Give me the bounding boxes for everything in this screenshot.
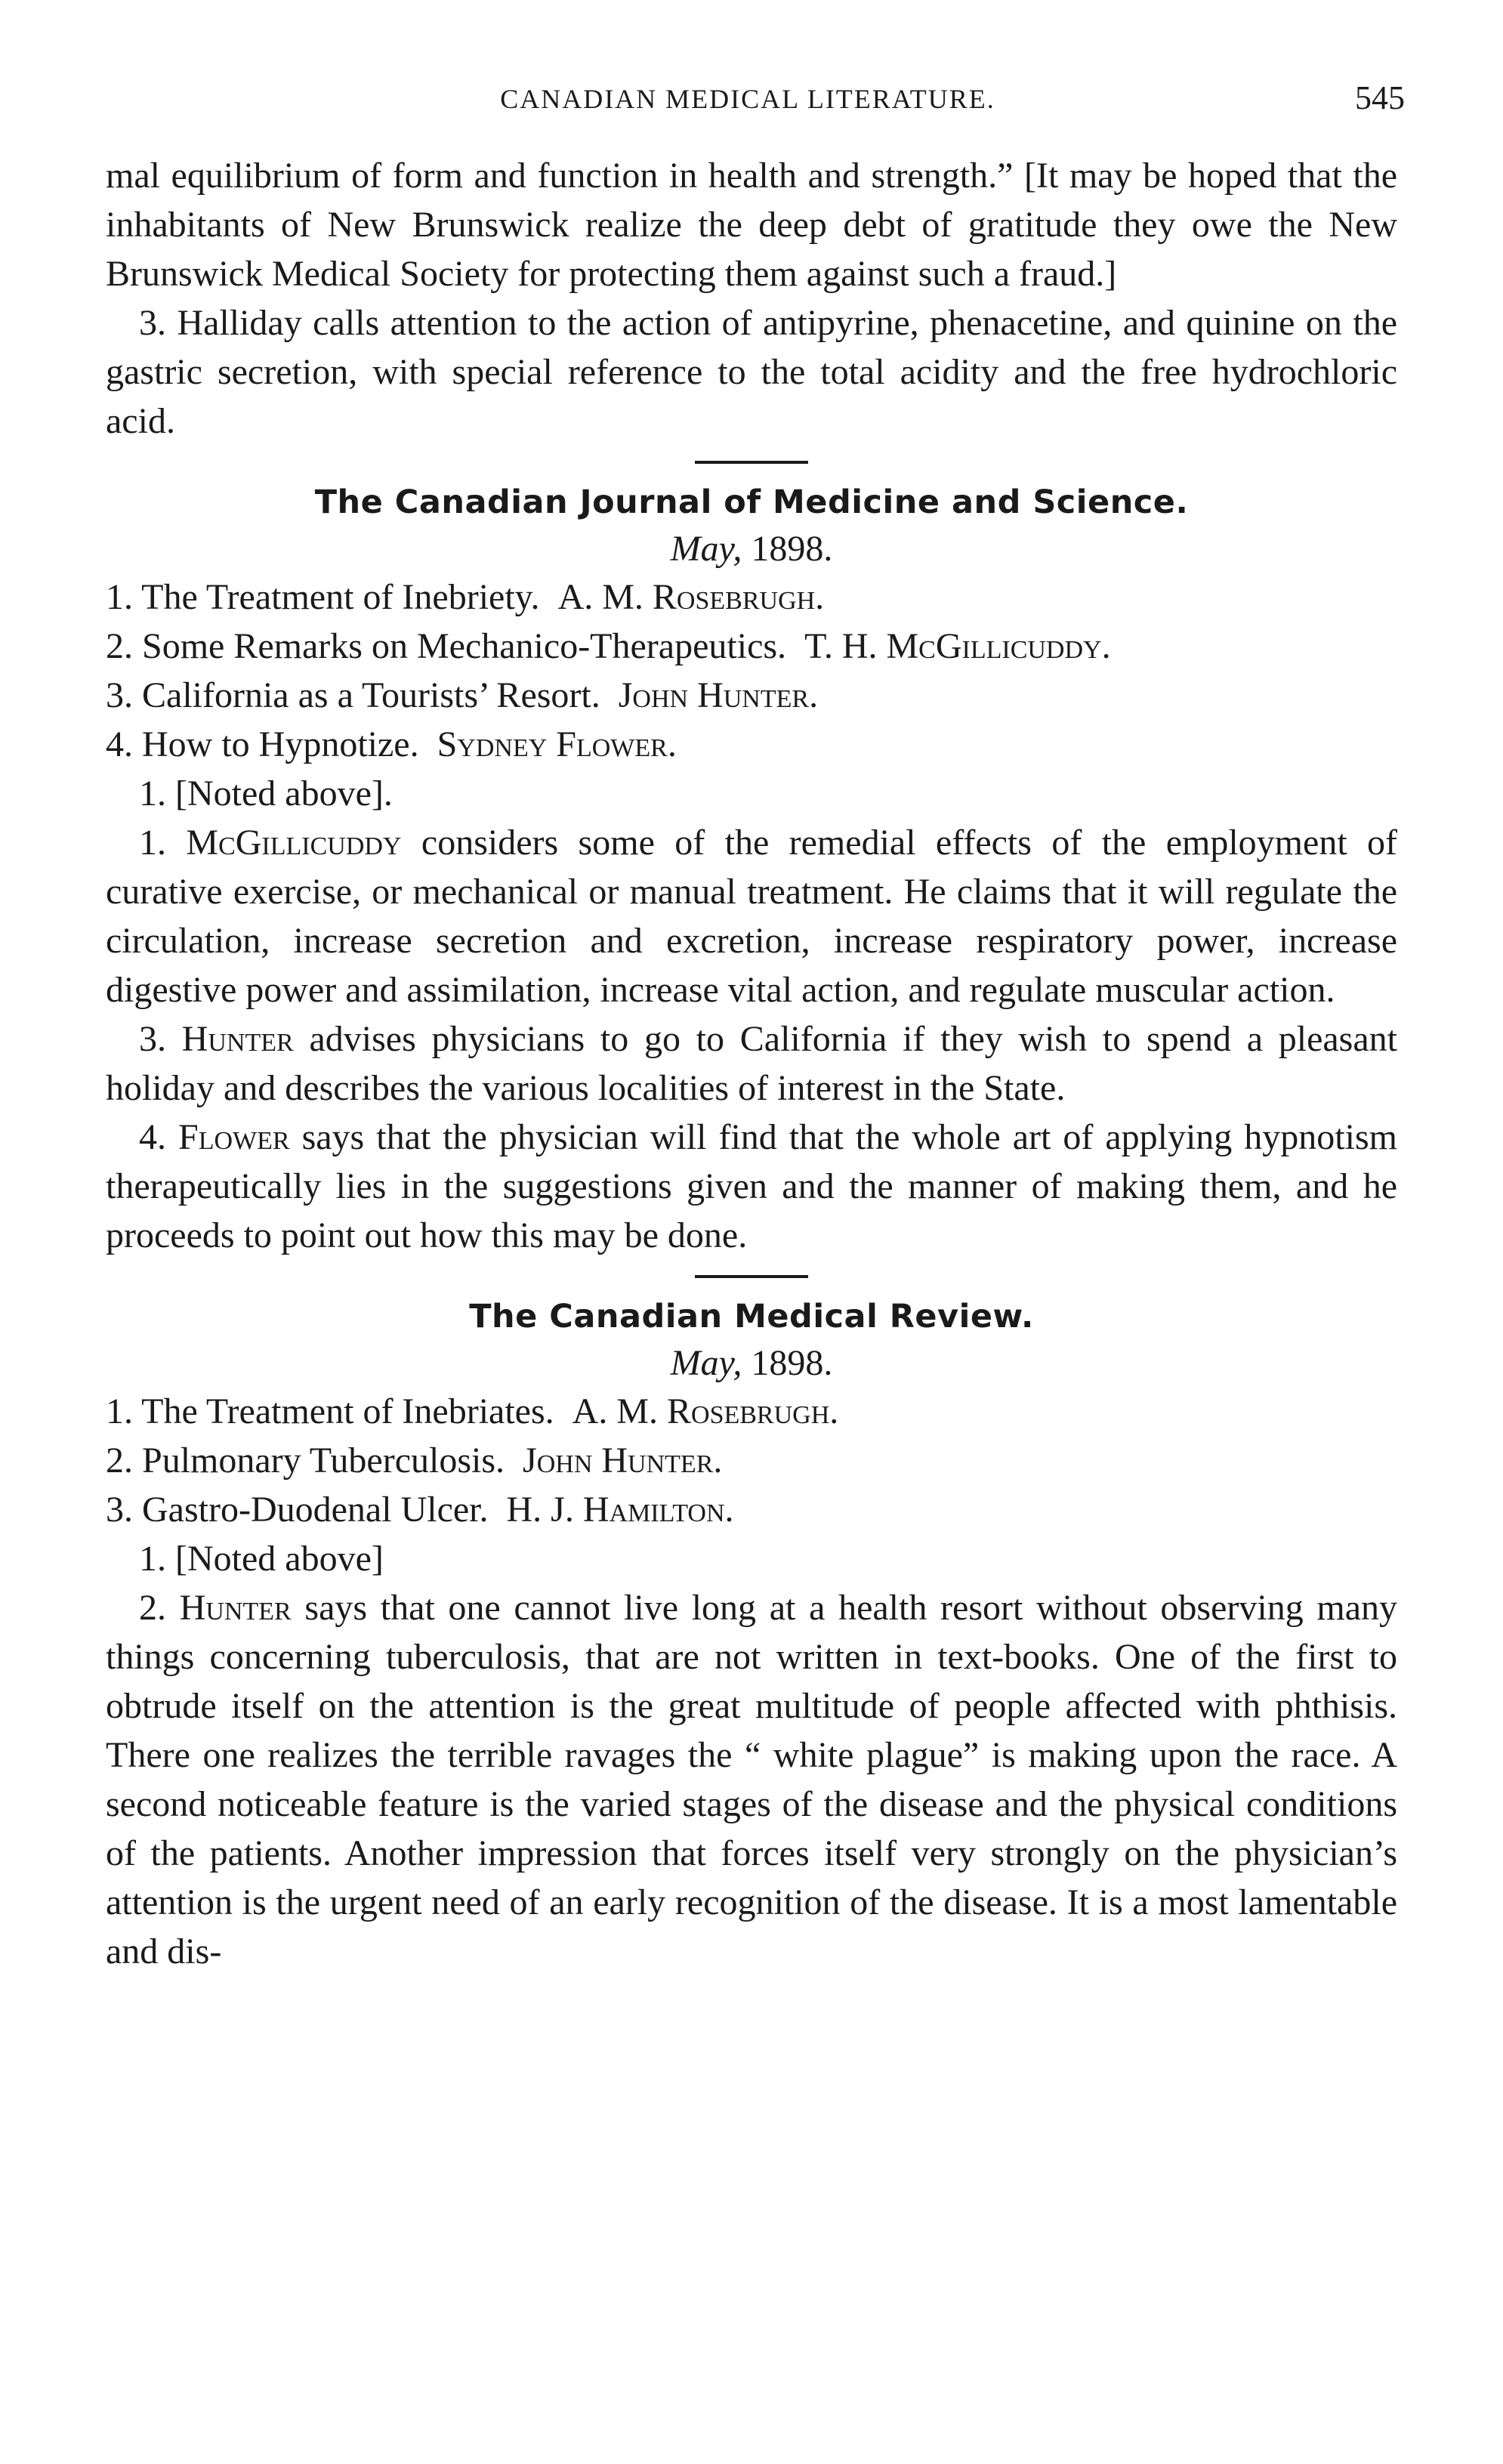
article-entry: 2. Pulmonary Tuberculosis. John Hunter. <box>106 1440 723 1481</box>
article-entry: 4. How to Hypnotize. Sydney Flower. <box>106 724 677 764</box>
issue-year: 1898. <box>751 529 833 569</box>
page-header <box>91 79 1405 128</box>
page-number: 545 <box>1355 79 1405 116</box>
article-entry: 3. California as a Tourists’ Resort. John Hunter. <box>106 675 819 715</box>
note-paragraph: 2. Hunter says that one cannot live long at a health resort without observing many things concerning tuberculosis, that are not written in text-books. One of the first to obtrude itself on the attention is the great multitude of people affected with phthisis. There one realizes the terrible ravages the “ white plague” is making upon the race. A second noticeable feature is the varied stages of the disease and the physical conditions of the patients. Another impression that forces itself very strongly on the physician’s attention is the urgent need of an early recognition of the disease. It is a most lamentable and dis- <box>106 1588 1398 1972</box>
issue-year: 1898. <box>751 1343 833 1383</box>
intro-note-3: 3. Halliday calls attention to the action of antipyrine, phenacetine, and quinine on the gastric secretion, with special reference to the total acidity and the free hydrochloric acid. <box>106 303 1397 441</box>
intro-paragraph: mal equilibrium of form and function in health and strength.” [It may be hoped that the inhabitants of New Brunswick realize the deep debt of gratitude they owe the New Brunswick Medical Society for protecting them against such a fraud.] <box>106 156 1397 294</box>
note-paragraph: 1. McGillicuddy considers some of the remedial effects of the employment of curative exercise, or mechanical or manual treatment. He claims that it will regulate the circulation, increase secretion and excretion, increase respiratory power, increase digestive power and assimilation, increase vital action, and regulate muscular action. <box>106 823 1398 1010</box>
journal-title-2: The Canadian Medical Review. <box>469 1298 1034 1335</box>
section-divider <box>106 446 1397 479</box>
note-noted-above: 1. [Noted above] <box>139 1539 384 1579</box>
article-entry: 1. The Treatment of Inebriety. A. M. Rosebrugh. <box>106 577 825 617</box>
issue-date-1 <box>106 526 1397 573</box>
article-list-2 <box>106 1387 1397 1534</box>
issue-date-2 <box>106 1340 1397 1387</box>
article-entry: 2. Some Remarks on Mechanico-Therapeutics. T. H. McGillicuddy. <box>106 626 1111 666</box>
issue-month: May, <box>670 1343 742 1383</box>
note-noted-above: 1. [Noted above]. <box>139 773 393 814</box>
section-divider <box>106 1260 1397 1293</box>
running-title: CANADIAN MEDICAL LITERATURE. <box>500 84 995 114</box>
note-paragraph: 4. Flower says that the physician will find that the whole art of applying hypnotism therapeutically lies in the suggestions given and the manner of making them, and he proceeds to point out how this may be done. <box>106 1117 1397 1255</box>
journal-title-1: The Canadian Journal of Medicine and Science. <box>314 483 1189 521</box>
issue-month: May, <box>670 529 742 569</box>
page-body <box>106 151 1397 1976</box>
article-list-1 <box>106 573 1397 769</box>
article-entry: 3. Gastro-Duodenal Ulcer. H. J. Hamilton. <box>106 1490 734 1530</box>
article-entry: 1. The Treatment of Inebriates. A. M. Rosebrugh. <box>106 1391 839 1431</box>
note-paragraph: 3. Hunter advises physicians to go to California if they wish to spend a pleasant holiday and describes the various localities of interest in the State. <box>106 1019 1398 1108</box>
